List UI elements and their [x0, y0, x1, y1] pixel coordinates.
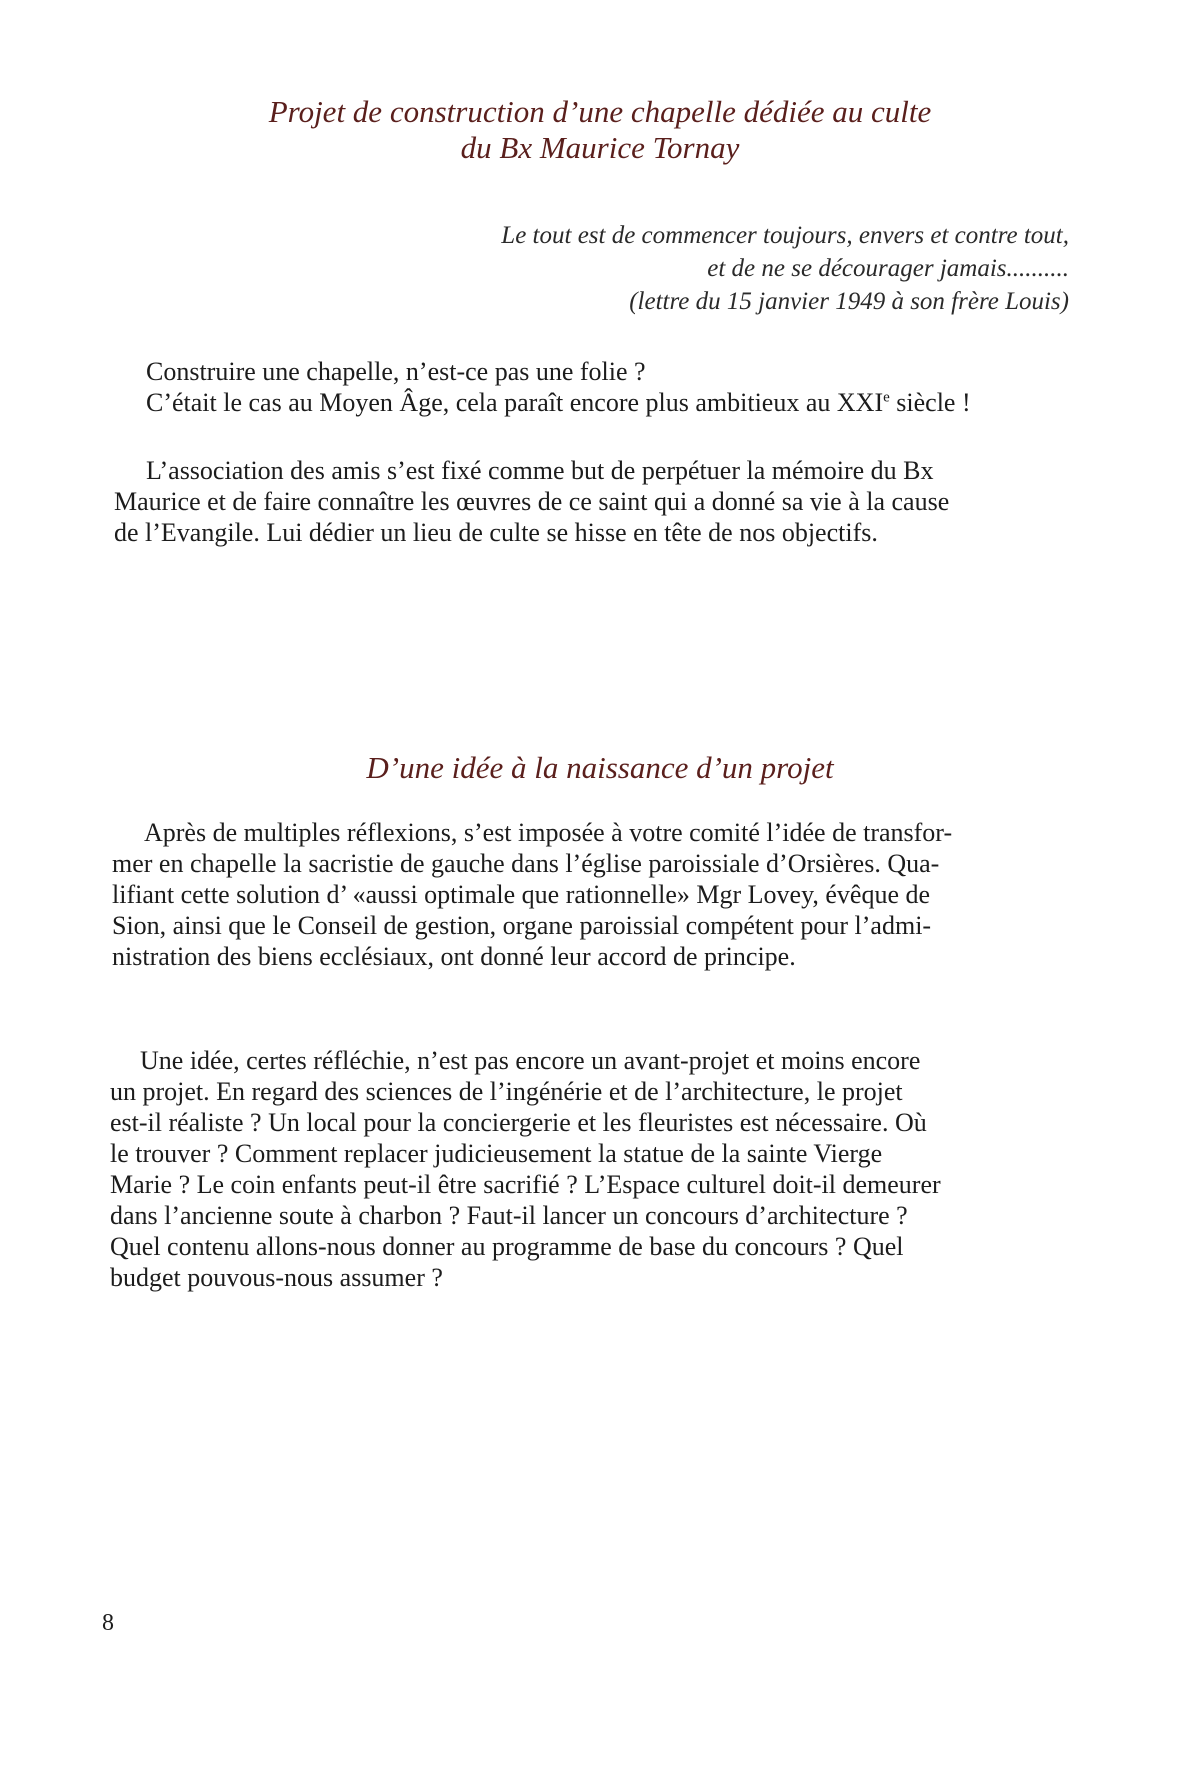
- section-title-idea-to-project: [100, 750, 1100, 786]
- paragraph-line: Maurice et de faire connaître les œuvres de ce saint qui a donné sa vie à la cause: [114, 487, 950, 516]
- paragraph-line: un projet. En regard des sciences de l’ingénérie et de l’architecture, le projet: [110, 1077, 903, 1106]
- paragraph-line: Sion, ainsi que le Conseil de gestion, organe paroissial compétent pour l’admi-: [112, 911, 932, 940]
- section2-title-text: D’une idée à la naissance d’un projet: [366, 750, 834, 785]
- idee-paragraph: [110, 1045, 1076, 1293]
- intro-line-text: C’était le cas au Moyen Âge, cela paraît encore plus ambitieux au XXI: [146, 388, 884, 417]
- section-title-chapel-project: [100, 94, 1100, 166]
- paragraph-line: mer en chapelle la sacristie de gauche dans l’église paroissiale d’Orsières. Qua-: [112, 849, 940, 878]
- paragraph-line: Quel contenu allons-nous donner au programme de base du concours ? Quel: [110, 1232, 904, 1261]
- superscript-e: e: [883, 389, 890, 406]
- paragraph-line: de l’Evangile. Lui dédier un lieu de culte se hisse en tête de nos objectifs.: [114, 518, 878, 547]
- paragraph-line: est-il réaliste ? Un local pour la conciergerie et les fleuristes est nécessaire. Où: [110, 1108, 927, 1137]
- epigraph-line: et de ne se décourager jamais..........: [707, 255, 1069, 282]
- epigraph-line: Le tout est de commencer toujours, envers et contre tout,: [501, 222, 1069, 249]
- paragraph-line: budget pouvous-nous assumer ?: [110, 1263, 443, 1292]
- paragraph-line: dans l’ancienne soute à charbon ? Faut-il lancer un concours d’architecture ?: [110, 1201, 908, 1230]
- title-line: Projet de construction d’une chapelle dédiée au culte: [268, 94, 932, 129]
- paragraph-line: Une idée, certes réfléchie, n’est pas encore un avant-projet et moins encore: [140, 1046, 921, 1075]
- page-number: 8: [102, 1610, 114, 1636]
- epigraph-line: (lettre du 15 janvier 1949 à son frère Louis): [629, 288, 1069, 315]
- paragraph-line: lifiant cette solution d’ «aussi optimale que rationnelle» Mgr Lovey, évêque de: [112, 880, 931, 909]
- paragraph-line: Après de multiples réflexions, s’est imposée à votre comité l’idée de transfor-: [144, 818, 953, 847]
- paragraph-line: L’association des amis s’est fixé comme but de perpétuer la mémoire du Bx: [146, 456, 934, 485]
- paragraph-line: nistration des biens ecclésiaux, ont donné leur accord de principe.: [112, 942, 796, 971]
- apres-paragraph: [112, 817, 1074, 972]
- intro-line-end: siècle !: [889, 388, 971, 417]
- title-line: du Bx Maurice Tornay: [460, 130, 740, 165]
- intro-paragraph: [146, 356, 1076, 418]
- paragraph-line: le trouver ? Comment replacer judicieusement la statue de la sainte Vierge: [110, 1139, 883, 1168]
- paragraph-line: Marie ? Le coin enfants peut-il être sacrifié ? L’Espace culturel doit-il demeurer: [110, 1170, 941, 1199]
- intro-line: [146, 387, 1076, 418]
- intro-line: Construire une chapelle, n’est-ce pas une folie ?: [146, 357, 646, 386]
- association-paragraph: [114, 455, 1074, 548]
- epigraph-quote: [501, 219, 1069, 318]
